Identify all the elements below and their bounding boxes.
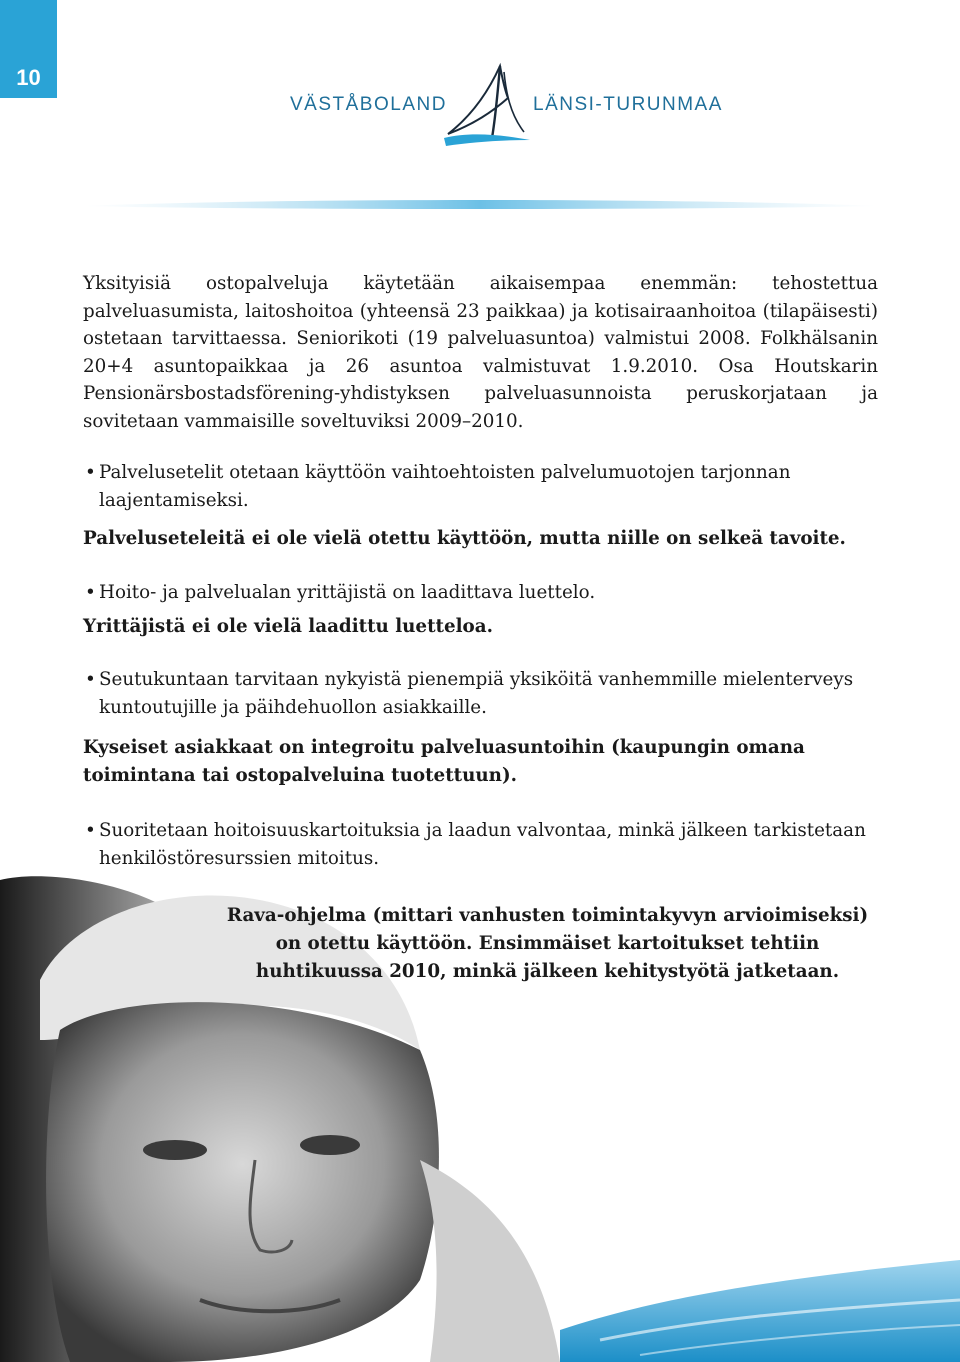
intro-paragraph: Yksityisiä ostopalveluja käytetään aikaisempaa enemmän: tehostettua palveluasumista, laitoshoitoa (yhteensä 23 paikkaa) ja kotisairaanhoitoa (tilapäisesti) ostetaan tarvittaessa. Seniorikoti (19 palveluasuntoa) valmistui 2008. Folkhälsanin 20+4 asuntopaikkaa ja 26 asuntoa valmistuvat 1.9.2010. Osa Houtskarin Pensionärsbostadsförening-yhdistyksen palveluasunnoista peruskorjataan ja sovitetaan vammaisille soveltuviksi 2009–2010. xyxy=(83,273,878,432)
logo-text-lansi-turunmaa: LÄNSI-TURUNMAA xyxy=(533,94,723,115)
bullet-item-3: Seutukuntaan tarvitaan nykyistä pienempiä yksiköitä vanhemmille mielenterveys kuntoutujille ja päihdehuollon asiakkaille. xyxy=(99,669,854,718)
bullet-item-2: Hoito- ja palvelualan yrittäjistä on laadittava luettelo. xyxy=(99,582,596,603)
sail-logo-icon xyxy=(438,62,538,148)
response-3: Kyseiset asiakkaat on integroitu palveluasuntoihin (kaupungin omana toimintana tai ostopalveluina tuotettuun). xyxy=(83,737,805,786)
bullet-marker: • xyxy=(85,462,96,483)
response-4: Rava-ohjelma (mittari vanhusten toimintakyvyn arvioimiseksi) on otettu käyttöön. Ensimmäiset kartoitukset tehtiin huhtikuussa 2010, minkä jälkeen kehitystyötä jatketaan. xyxy=(226,905,869,982)
header-divider-wave xyxy=(80,196,880,214)
bullet-item-1: Palvelusetelit otetaan käyttöön vaihtoehtoisten palvelumuotojen tarjonnan laajentamiseksi. xyxy=(99,462,791,511)
bullet-marker: • xyxy=(85,820,96,841)
bullet-marker: • xyxy=(85,582,96,603)
response-2: Yrittäjistä ei ole vielä laadittu luetteloa. xyxy=(83,616,493,637)
response-1: Palveluseteleitä ei ole vielä otettu käyttöön, mutta niille on selkeä tavoite. xyxy=(83,528,846,549)
bullet-marker: • xyxy=(85,669,96,690)
page-number: 10 xyxy=(16,65,41,90)
logo-text-vastaboland: VÄSTÅBOLAND xyxy=(290,94,447,115)
bullet-item-4: Suoritetaan hoitoisuuskartoituksia ja laadun valvontaa, minkä jälkeen tarkistetaan henkilöstöresurssien mitoitus. xyxy=(99,820,866,869)
